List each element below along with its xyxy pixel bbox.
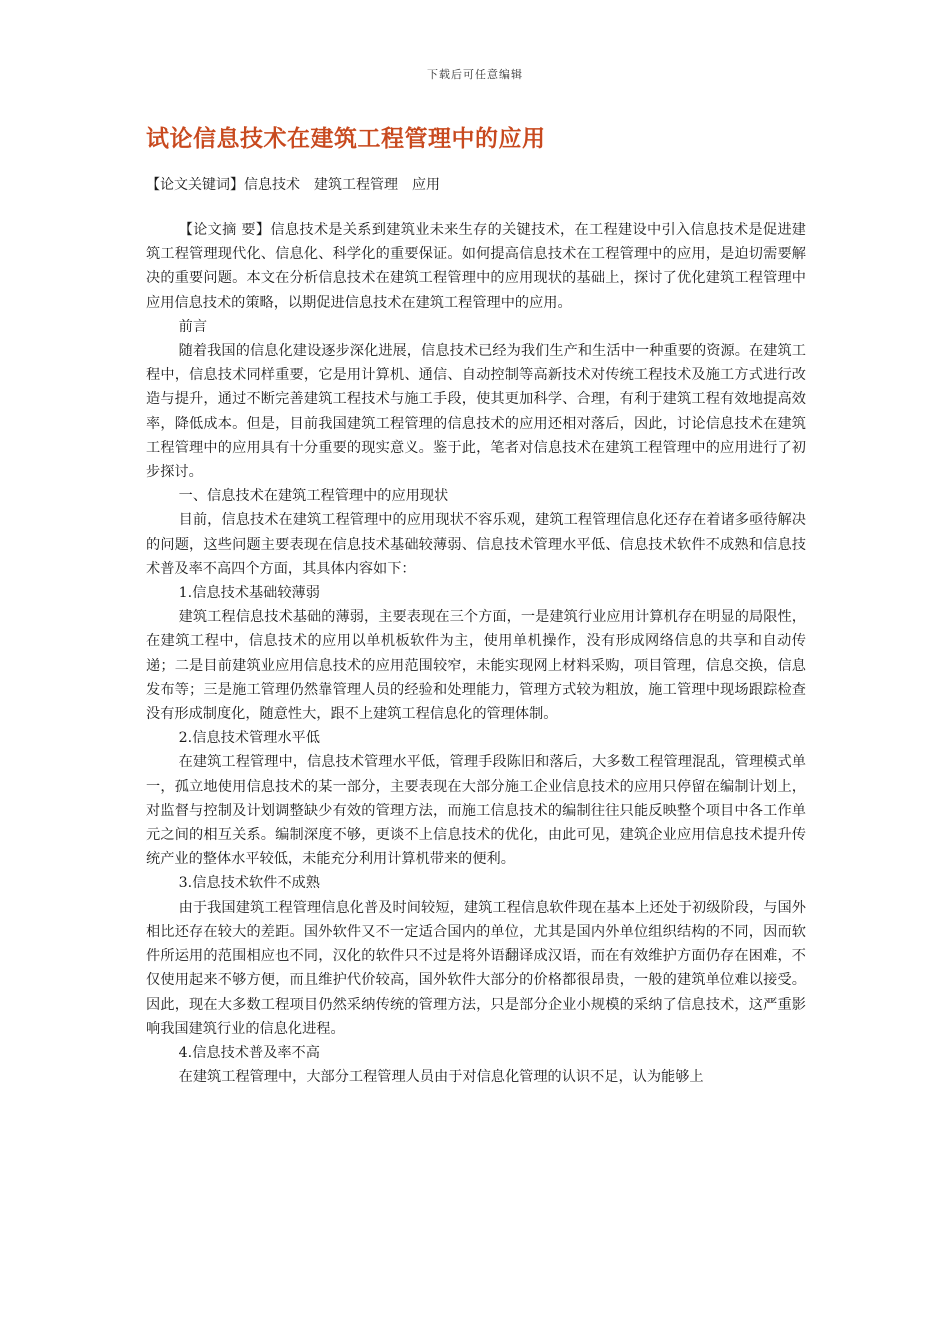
body-paragraph: 在建筑工程管理中，信息技术管理水平低，管理手段陈旧和落后，大多数工程管理混乱，管理模式单一，孤立地使用信息技术的某一部分，主要表现在大部分施工企业信息技术的应用只停留在编制计划上，对监督与控制及计划调整缺少有效的管理方法，而施工信息技术的编制往往只能反映整个项目中各工作单元之间的相互关系。编制深度不够，更谈不上信息技术的优化，由此可见，建筑企业应用信息技术提升传统产业的整体水平较低，未能充分利用计算机带来的便利。 [146, 754, 806, 868]
subsection-heading: 2.信息技术管理水平低 [178, 730, 320, 747]
body-paragraph: 建筑工程信息技术基础的薄弱，主要表现在三个方面，一是建筑行业应用计算机存在明显的局限性，在建筑工程中，信息技术的应用以单机板软件为主，使用单机操作，没有形成网络信息的共享和自动传递；二是目前建筑业应用信息技术的应用范围较窄，未能实现网上材料采购，项目管理，信息交换，信息发布等；三是施工管理仍然靠管理人员的经验和处理能力，管理方式较为粗放，施工管理中现场跟踪检查没有形成制度化，随意性大，跟不上建筑工程信息化的管理体制。 [146, 609, 806, 723]
body-paragraph: 由于我国建筑工程管理信息化普及时间较短，建筑工程信息软件现在基本上还处于初级阶段，与国外相比还存在较大的差距。国外软件又不一定适合国内的单位，尤其是国内外单位组织结构的不同，因而软件所运用的范围相应也不同，汉化的软件只不过是将外语翻译成汉语，而在有效维护方面仍存在困难，不仅使用起来不够方便，而且维护代价较高，国外软件大部分的价格都很昂贵，一般的建筑单位难以接受。因此，现在大多数工程项目仍然采纳传统的管理方法，只是部分企业小规模的采纳了信息技术，这严重影响我国建筑行业的信息化进程。 [146, 899, 806, 1037]
keywords-line: 【论文关键词】信息技术 建筑工程管理 应用 [146, 177, 440, 193]
abstract-paragraph: 【论文摘 要】信息技术是关系到建筑业未来生存的关键技术，在工程建设中引入信息技术是促进建筑工程管理现代化、信息化、科学化的重要保证。如何提高信息技术在工程管理中的应用，是迫切需要解决的重要问题。本文在分析信息技术在建筑工程管理中的应用现状的基础上，探讨了优化建筑工程管理中应用信息技术的策略，以期促进信息技术在建筑工程管理中的应用。 [146, 222, 806, 311]
subsection-heading: 4.信息技术普及率不高 [178, 1044, 320, 1061]
document-body [146, 218, 806, 1089]
body-paragraph: 目前，信息技术在建筑工程管理中的应用现状不容乐观，建筑工程管理信息化还存在着诸多亟待解决的问题，这些问题主要表现在信息技术基础较薄弱、信息技术管理水平低、信息技术软件不成熟和信息技术普及率不高四个方面，其具体内容如下： [146, 512, 806, 577]
header-note: 下载后可任意编辑 [427, 68, 523, 81]
section-heading: 一、信息技术在建筑工程管理中的应用现状 [178, 488, 449, 505]
subsection-heading: 3.信息技术软件不成熟 [178, 875, 320, 892]
subsection-heading: 1.信息技术基础较薄弱 [178, 585, 320, 602]
section-heading-preface: 前言 [178, 318, 208, 335]
document-title: 试论信息技术在建筑工程管理中的应用 [146, 125, 546, 152]
body-paragraph: 在建筑工程管理中，大部分工程管理人员由于对信息化管理的认识不足，认为能够上 [178, 1069, 704, 1086]
body-paragraph: 随着我国的信息化建设逐步深化进展，信息技术已经为我们生产和生活中一种重要的资源。在建筑工程中，信息技术同样重要，它是用计算机、通信、自动控制等高新技术对传统工程技术及施工方式进行改造与提升，通过不断完善建筑工程技术与施工手段，使其更加科学、合理，有利于建筑工程有效地提高效率，降低成本。但是，目前我国建筑工程管理的信息技术的应用还相对落后，因此，讨论信息技术在建筑工程管理中的应用具有十分重要的现实意义。鉴于此，笔者对信息技术在建筑工程管理中的应用进行了初步探讨。 [146, 343, 806, 481]
